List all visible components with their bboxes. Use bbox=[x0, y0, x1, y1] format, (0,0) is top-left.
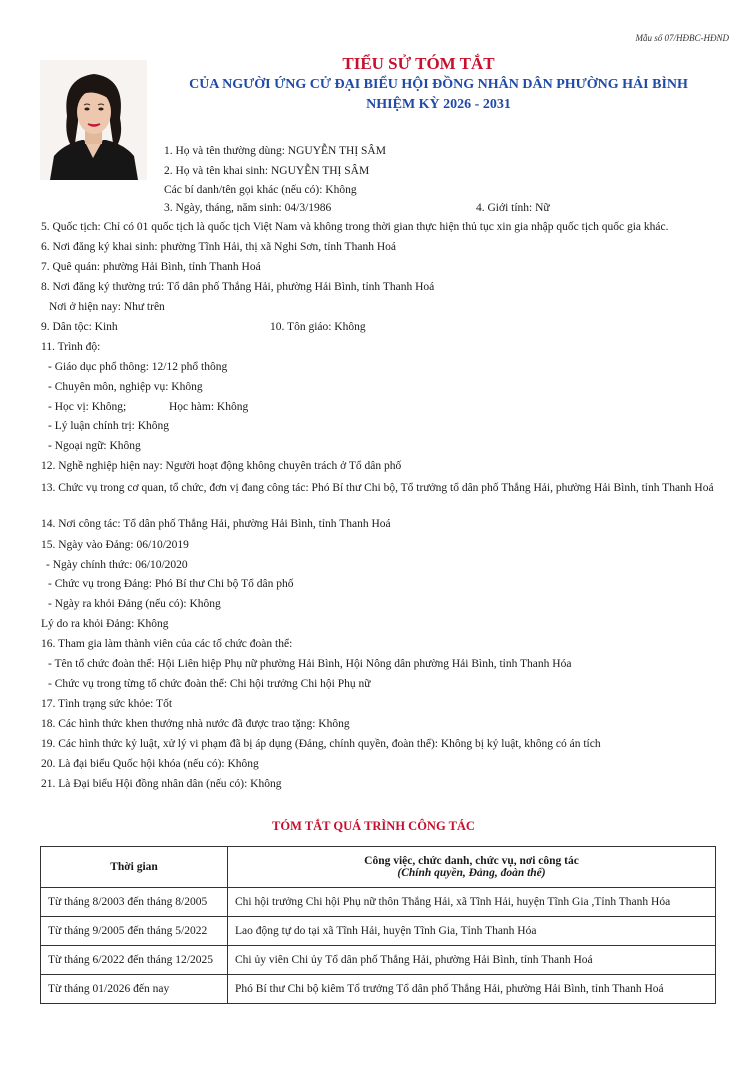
table-row bbox=[41, 888, 716, 917]
col-job-header bbox=[228, 847, 716, 888]
work-history-table bbox=[40, 846, 716, 1004]
political-theory: - Lý luận chính trị: Không bbox=[48, 420, 170, 432]
document-term: NHIỆM KỲ 2026 - 2031 bbox=[366, 97, 511, 112]
ethnicity: 9. Dân tộc: Kinh bbox=[41, 321, 118, 333]
date-of-birth: 3. Ngày, tháng, năm sinh: 04/3/1986 bbox=[164, 202, 332, 214]
row-job: Chi ủy viên Chi ủy Tổ dân phố Thắng Hải, phường Hải Bình, tỉnh Thanh Hoá bbox=[228, 946, 716, 975]
gender: 4. Giới tính: Nữ bbox=[476, 202, 550, 214]
discipline: 19. Các hình thức kỷ luật, xử lý vi phạm đã bị áp dụng (Đảng, chính quyền, đoàn thể): Không bị kỷ luật, không có án tích bbox=[41, 738, 601, 750]
other-names: Các bí danh/tên gọi khác (nếu có): Không bbox=[164, 184, 357, 196]
general-education: - Giáo dục phổ thông: 12/12 phổ thông bbox=[48, 361, 228, 373]
hometown: 7. Quê quán: phường Hải Bình, tỉnh Thanh Hoá bbox=[41, 261, 261, 273]
col-job-header-line1: Công việc, chức danh, chức vụ, nơi công tác bbox=[364, 855, 579, 867]
occupation: 12. Nghề nghiệp hiện nay: Người hoạt động không chuyên trách ở Tổ dân phố bbox=[41, 460, 402, 472]
workplace: 14. Nơi công tác: Tổ dân phố Thắng Hải, phường Hải Bình, tỉnh Thanh Hoá bbox=[41, 518, 391, 530]
specialty: - Chuyên môn, nghiệp vụ: Không bbox=[48, 381, 203, 393]
birth-registration: 6. Nơi đăng ký khai sinh: phường Tĩnh Hải, thị xã Nghi Sơn, tỉnh Thanh Hoá bbox=[41, 241, 396, 253]
permanent-residence: 8. Nơi đăng ký thường trú: Tổ dân phố Thắng Hải, phường Hải Bình, tỉnh Thanh Hoá bbox=[41, 281, 435, 293]
row-job: Phó Bí thư Chi bộ kiêm Tổ trưởng Tổ dân phố Thắng Hải, phường Hải Bình, tỉnh Thanh Hoá bbox=[228, 975, 716, 1004]
nationality: 5. Quốc tịch: Chỉ có 01 quốc tịch là quốc tịch Việt Nam và không trong thời gian thực hiện thủ tục xin gia nhập quốc tịch quốc gia khác. bbox=[41, 221, 669, 233]
table-row bbox=[41, 946, 716, 975]
row-time: Từ tháng 01/2026 đến nay bbox=[41, 975, 228, 1004]
current-position: 13. Chức vụ trong cơ quan, tổ chức, đơn vị đang công tác: Phó Bí thư Chi bộ, Tổ trưởng tổ dân phố Thắng Hải, phường Hải Bình, tỉnh Thanh Hoá bbox=[41, 482, 714, 494]
common-name: 1. Họ và tên thường dùng: NGUYỄN THỊ SÂM bbox=[164, 145, 386, 157]
health-status: 17. Tình trạng sức khỏe: Tốt bbox=[41, 698, 173, 710]
current-residence: Nơi ở hiện nay: Như trên bbox=[49, 301, 165, 313]
document-subtitle: CỦA NGƯỜI ỨNG CỬ ĐẠI BIỂU HỘI ĐỒNG NHÂN DÂN PHƯỜNG HẢI BÌNH bbox=[189, 77, 688, 92]
religion: 10. Tôn giáo: Không bbox=[270, 321, 366, 333]
row-time: Từ tháng 9/2005 đến tháng 5/2022 bbox=[41, 917, 228, 946]
foreign-language: - Ngoại ngữ: Không bbox=[48, 440, 141, 452]
party-position: - Chức vụ trong Đảng: Phó Bí thư Chi bộ Tổ dân phố bbox=[48, 578, 294, 590]
party-leave-date: - Ngày ra khỏi Đảng (nếu có): Không bbox=[48, 598, 221, 610]
col-time-header: Thời gian bbox=[41, 847, 228, 888]
organization-names: - Tên tổ chức đoàn thể: Hội Liên hiệp Phụ nữ phường Hải Bình, Hội Nông dân phường Hải Bình, tỉnh Thanh Hóa bbox=[48, 658, 572, 670]
national-assembly-membership: 20. Là đại biểu Quốc hội khóa (nếu có): Không bbox=[41, 758, 259, 770]
party-official-date: - Ngày chính thức: 06/10/2020 bbox=[46, 559, 188, 571]
education-heading: 11. Trình độ: bbox=[41, 341, 101, 353]
council-membership: 21. Là Đại biểu Hội đồng nhân dân (nếu có): Không bbox=[41, 778, 282, 790]
table-row bbox=[41, 975, 716, 1004]
awards: 18. Các hình thức khen thưởng nhà nước đã được trao tặng: Không bbox=[41, 718, 350, 730]
row-job: Lao động tự do tại xã Tĩnh Hải, huyện Tĩnh Gia, Tỉnh Thanh Hóa bbox=[228, 917, 716, 946]
academic-title: Học hàm: Không bbox=[169, 401, 249, 413]
document-title: TIỂU SỬ TÓM TẮT bbox=[342, 54, 495, 73]
organization-positions: - Chức vụ trong từng tổ chức đoàn thể: Chi hội trưởng Chi hội Phụ nữ bbox=[48, 678, 371, 690]
form-code: Mẫu số 07/HĐBC-HĐND bbox=[635, 33, 729, 43]
organizations-heading: 16. Tham gia làm thành viên của các tổ chức đoàn thể: bbox=[41, 638, 293, 650]
work-history-title: TÓM TẮT QUÁ TRÌNH CÔNG TÁC bbox=[272, 819, 475, 833]
row-time: Từ tháng 8/2003 đến tháng 8/2005 bbox=[41, 888, 228, 917]
col-job-header-line2: (Chính quyền, Đảng, đoàn thể) bbox=[397, 867, 546, 879]
row-job: Chi hội trưởng Chi hội Phụ nữ thôn Thắng Hải, xã Tĩnh Hải, huyện Tĩnh Gia ,Tỉnh Thanh Hóa bbox=[228, 888, 716, 917]
party-leave-reason: Lý do ra khỏi Đảng: Không bbox=[41, 618, 169, 630]
table-header-row bbox=[41, 847, 716, 888]
academic-degree: - Học vị: Không; bbox=[48, 401, 127, 413]
portrait-image bbox=[40, 60, 147, 180]
birth-name: 2. Họ và tên khai sinh: NGUYỄN THỊ SÂM bbox=[164, 165, 370, 177]
row-time: Từ tháng 6/2022 đến tháng 12/2025 bbox=[41, 946, 228, 975]
table-row bbox=[41, 917, 716, 946]
party-join-date: 15. Ngày vào Đảng: 06/10/2019 bbox=[41, 539, 189, 551]
portrait-photo bbox=[40, 60, 147, 180]
